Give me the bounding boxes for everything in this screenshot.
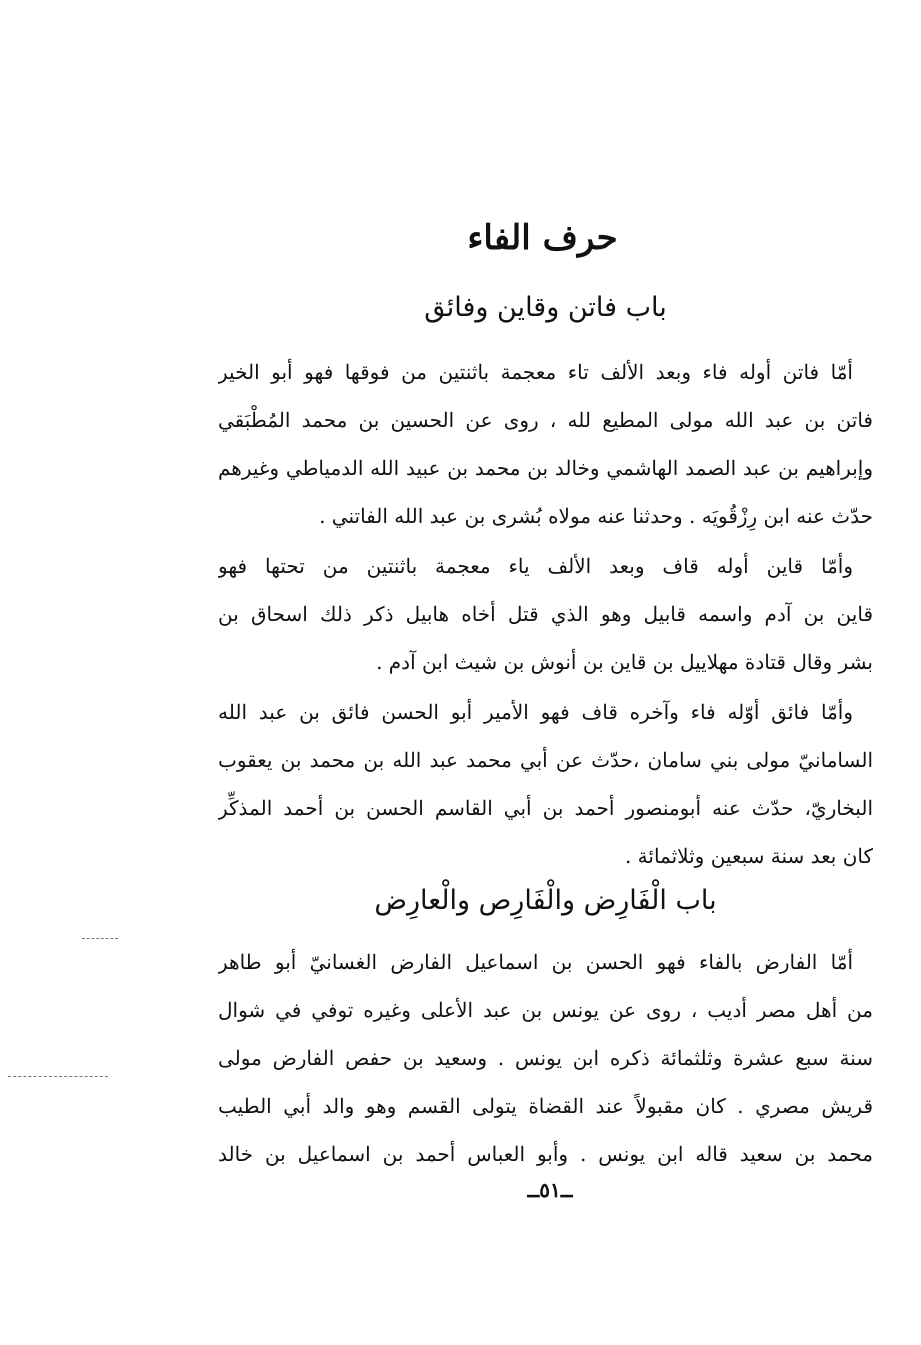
section-1-paragraph-1: [218, 348, 873, 540]
page-number: ــ٥١ــ: [527, 1178, 573, 1202]
text-line: محمد بن سعيد قاله ابن يونس . وأبو العباس أحمد بن اسماعيل بن خالد: [218, 1142, 873, 1166]
scan-artifact-mark: [8, 1076, 108, 1077]
scan-artifact-mark: [82, 938, 118, 939]
text-line: أمّا فاتن أوله فاء وبعد الألف تاء معجمة باثنتين من فوقها فهو أبو الخير: [218, 360, 853, 384]
text-line: من أهل مصر أديب ، روى عن يونس بن عبد الأعلى وغيره توفي في شوال: [218, 998, 873, 1022]
section-2-paragraph-1: [218, 938, 873, 1178]
text-line: قريش مصري . كان مقبولاً عند القضاة يتولى القسم وهو والد أبي الطيب: [218, 1094, 873, 1118]
chapter-title: حرف الفاء: [467, 218, 618, 258]
text-line: كان بعد سنة سبعين وثلاثمائة .: [624, 844, 873, 868]
text-line: قاين بن آدم واسمه قابيل وهو الذي قتل أخاه هابيل ذكر ذلك اسحاق بن: [218, 602, 873, 626]
text-line: حدّث عنه ابن رِزْقُويَه . وحدثنا عنه مولاه بُشرى بن عبد الله الفاتني .: [319, 504, 873, 528]
section-heading-2: باب الْفَارِض والْفَارِص والْعارِض: [374, 885, 717, 916]
text-line: وأمّا فائق أوّله فاء وآخره قاف فهو الأمير أبو الحسن فائق بن عبد الله: [218, 700, 853, 724]
text-line: وإبراهيم بن عبد الصمد الهاشمي وخالد بن محمد بن عبيد الله الدمياطي وغيرهم: [218, 456, 873, 480]
text-line: سنة سبع عشرة وثلثمائة ذكره ابن يونس . وسعيد بن حفص الفارض مولى: [218, 1046, 873, 1070]
text-line: فاتن بن عبد الله مولى المطيع لله ، روى عن الحسين بن محمد المُطْبَقي: [218, 408, 873, 432]
text-line: وأمّا قاين أوله قاف وبعد الألف ياء معجمة باثنتين من تحتها فهو: [218, 554, 853, 578]
text-line: أمّا الفارض بالفاء فهو الحسن بن اسماعيل الفارض الغسانيّ أبو طاهر: [218, 950, 853, 974]
section-1-paragraph-2: [218, 542, 873, 686]
section-1-paragraph-3: [218, 688, 873, 880]
section-heading-1: باب فاتن وقاين وفائق: [424, 292, 667, 323]
text-line: السامانيّ مولى بني سامان ،حدّث عن أبي محمد عبد الله بن محمد بن يعقوب: [218, 748, 873, 772]
text-line: البخاريّ، حدّث عنه أبومنصور أحمد بن أبي القاسم الحسن بن أحمد المذكِّر: [218, 796, 873, 820]
text-line: بشر وقال قتادة مهلاييل بن قاين بن أنوش بن شيث ابن آدم .: [376, 650, 873, 674]
